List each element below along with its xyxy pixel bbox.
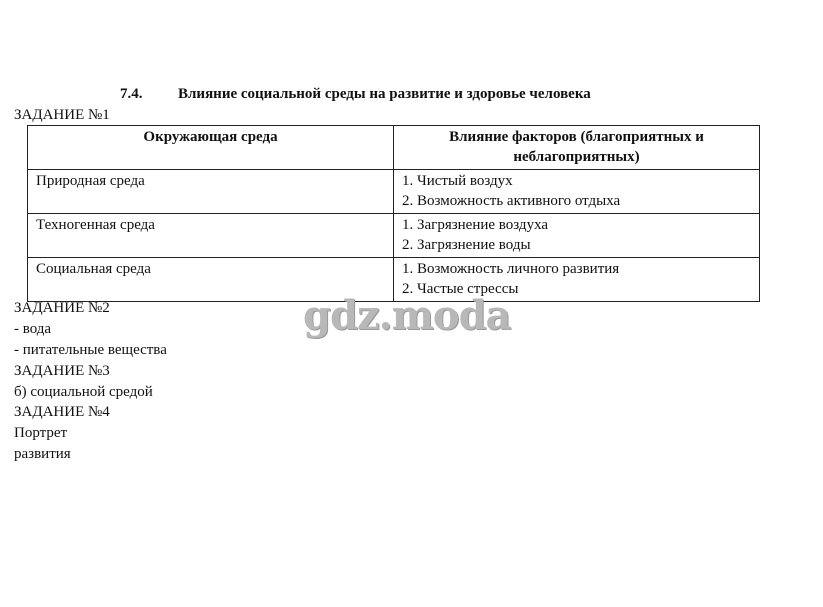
task3-answer-line: б) социальной средой xyxy=(14,384,153,400)
section-title: Влияние социальной среды на развитие и здоровье человека xyxy=(178,86,591,102)
task4-answer-line: развития xyxy=(14,446,71,462)
factor-item: 2. Частые стрессы xyxy=(402,281,519,297)
factor-item: 2. Загрязнение воды xyxy=(402,237,531,253)
task2-answer-line: - питательные вещества xyxy=(14,342,167,358)
table-row xyxy=(28,214,760,258)
table-cell-factors xyxy=(394,214,760,258)
watermark-logo: gdz.moda xyxy=(303,292,511,339)
task2-answer-line: - вода xyxy=(14,321,52,337)
task1-label: ЗАДАНИЕ №1 xyxy=(14,107,110,123)
table-cell-environment: Природная среда xyxy=(28,170,394,214)
task2-label: ЗАДАНИЕ №2 xyxy=(14,300,110,316)
section-heading xyxy=(120,86,591,103)
factor-item: 1. Возможность личного развития xyxy=(402,261,620,277)
environment-factors-table xyxy=(27,125,760,302)
table-row xyxy=(28,170,760,214)
table-cell-factors xyxy=(394,170,760,214)
section-number: 7.4. xyxy=(120,86,143,102)
factor-item: 1. Чистый воздух xyxy=(402,173,513,189)
task3-label: ЗАДАНИЕ №3 xyxy=(14,363,110,379)
table-cell-environment: Социальная среда xyxy=(28,258,394,302)
table-cell-environment: Техногенная среда xyxy=(28,214,394,258)
table-header-factors: Влияние факторов (благоприятных и неблагоприятных) xyxy=(394,126,760,170)
factor-item: 1. Загрязнение воздуха xyxy=(402,217,549,233)
table-header-row xyxy=(28,126,760,170)
task4-label: ЗАДАНИЕ №4 xyxy=(14,404,110,420)
table-header-environment: Окружающая среда xyxy=(28,126,394,170)
factor-item: 2. Возможность активного отдыха xyxy=(402,193,621,209)
task4-answer-line: Портрет xyxy=(14,425,68,441)
